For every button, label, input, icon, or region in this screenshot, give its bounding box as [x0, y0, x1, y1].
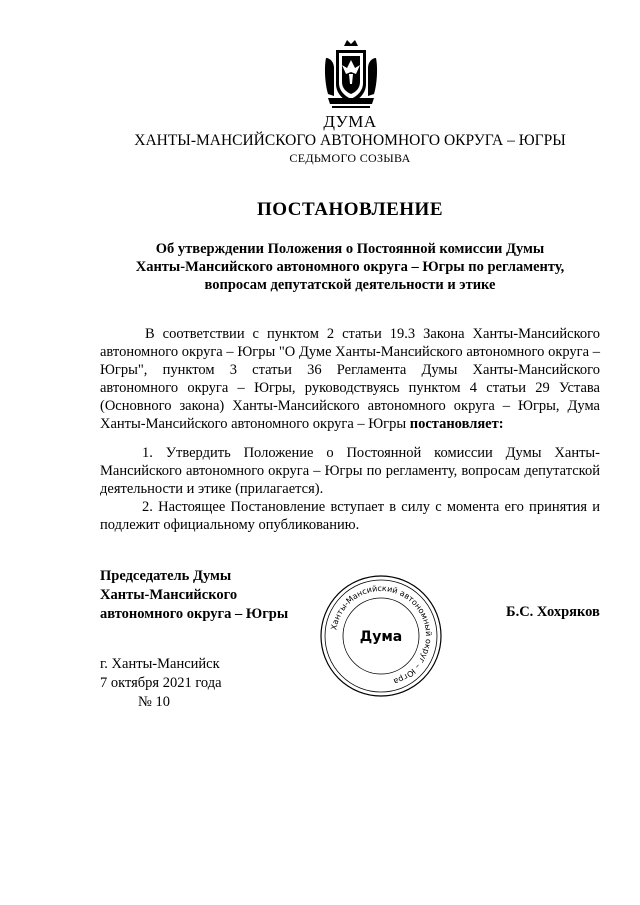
document-type: ПОСТАНОВЛЕНИЕ [256, 199, 444, 220]
preamble-paragraph [100, 325, 600, 433]
stamp-ring-textpath: Ханты-Мансийский автономный округ – Югра [329, 583, 434, 687]
document-number: № 10 [138, 694, 170, 710]
decision-word: постановляет: [409, 416, 504, 432]
subject-line: Ханты-Мансийского автономного округа – Югры по регламенту, [135, 259, 565, 275]
decision-item: 2. Настоящее Постановление вступает в силу с момента его принятия и подлежит официальному опубликованию. [100, 499, 600, 533]
decision-items [100, 444, 600, 534]
stamp-center-text: Дума [359, 629, 403, 645]
decision-item: 1. Утвердить Положение о Постоянной комиссии Думы Ханты-Мансийского автономного округа – Югры по регламенту, вопросам депутатской деятельности и этике (прилагается). [100, 445, 600, 497]
signatory-position [100, 567, 288, 624]
duma-heading: ДУМА [323, 112, 377, 131]
document-date: 7 октября 2021 года [100, 675, 222, 691]
signatory-name: Б.С. Хохряков [506, 604, 600, 620]
official-stamp [318, 573, 444, 699]
subject-line: вопросам депутатской деятельности и этике [204, 277, 496, 293]
convocation-heading: СЕДЬМОГО СОЗЫВА [289, 151, 411, 165]
preamble-text: В соответствии с пунктом 2 статьи 19.3 Закона Ханты-Мансийского автономного округа – Югры "О Думе Ханты-Мансийского автономного округа – Югры", пунктом 3 статьи 36 Регламента Думы Ханты-Мансийского автономного округа – Югры, руководствуясь пунктом 4 статьи 29 Устава (Основного закона) Ханты-Мансийского автономного округа – Югры, Дума Ханты-Мансийского автономного округа – Югры [100, 326, 600, 432]
subject-line: Об утверждении Положения о Постоянной комиссии Думы [155, 241, 545, 257]
document-subject [100, 240, 600, 294]
signatory-position-line: автономного округа – Югры [100, 606, 289, 622]
coat-of-arms-icon [322, 38, 380, 110]
document-city: г. Ханты-Мансийск [100, 656, 220, 672]
signatory-position-line: Ханты-Мансийского [100, 587, 238, 603]
place-date-number [100, 655, 222, 712]
signatory-position-line: Председатель Думы [100, 568, 232, 584]
okrug-heading: ХАНТЫ-МАНСИЙСКОГО АВТОНОМНОГО ОКРУГА – ЮГРЫ [134, 132, 566, 149]
